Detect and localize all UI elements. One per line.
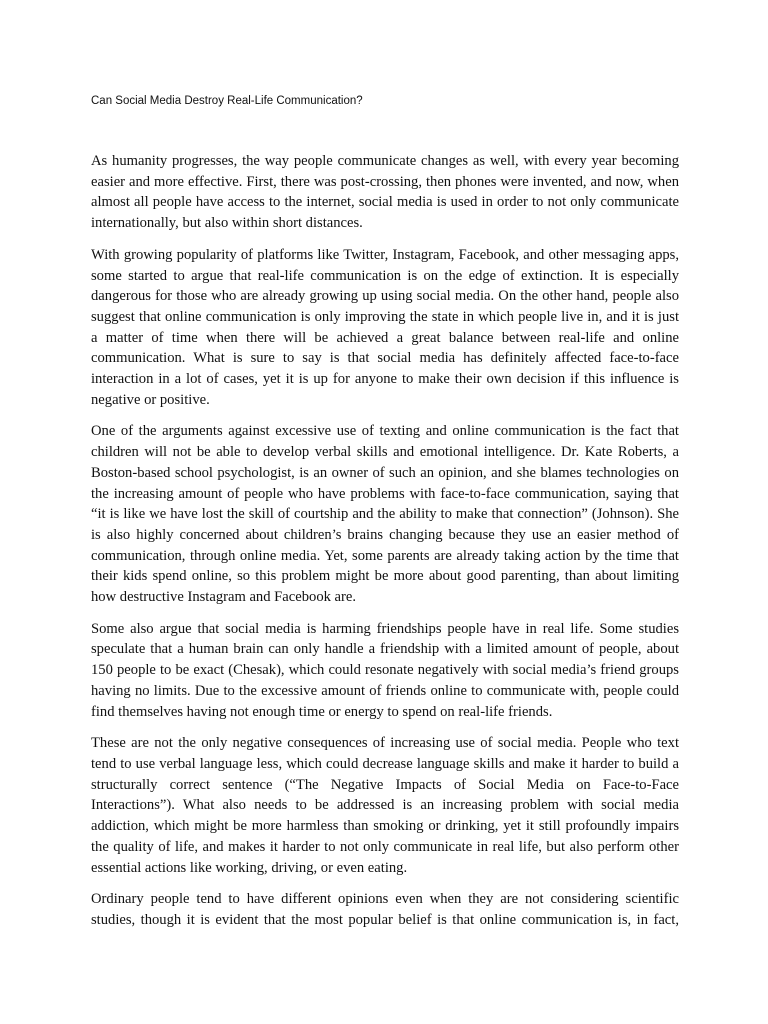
document-title: Can Social Media Destroy Real-Life Communication? [91,95,363,107]
document-body [91,151,679,942]
paragraph-2: With growing popularity of platforms like Twitter, Instagram, Facebook, and other messaging apps, some started to argue that real-life communication is on the edge of extinction. It is especially dangerous for those who are already growing up using social media. On the other hand, people also suggest that online communication is only improving the state in which people live in, and it is just a matter of time when there will be achieved a great balance between real-life and online communication. What is sure to say is that social media has definitely affected face-to-face interaction in a lot of cases, yet it is up for anyone to make their own decision if this influence is negative or positive. [91,246,679,408]
paragraph-5: These are not the only negative consequences of increasing use of social media. People who text tend to use verbal language less, which could decrease language skills and make it harder to build a structurally correct sentence (“The Negative Impacts of Social Media on Face-to-Face Interactions”). What also needs to be addressed is an increasing problem with social media addiction, which might be more harmless than smoking or drinking, yet it still profoundly impairs the quality of life, and makes it harder to not only communicate in real life, but also perform other essential actions like working, driving, or even eating. [91,735,679,876]
paragraph-4: Some also argue that social media is harming friendships people have in real life. Some studies speculate that a human brain can only handle a friendship with a limited amount of people, about 150 people to be exact (Chesak), which could resonate negatively with social media’s friend groups having no limits. Due to the excessive amount of friends online to communicate with, people could find themselves having not enough time or energy to spend on real-life friends. [91,620,679,720]
paragraph-6: Ordinary people tend to have different opinions even when they are not considering scientific studies, though it is evident that the most popular belief is that online communication is, in fact, [91,891,679,928]
paragraph-1: As humanity progresses, the way people communicate changes as well, with every year becoming easier and more effective. First, there was post-crossing, then phones were invented, and now, when almost all people have access to the internet, social media is used in order to not only communicate internationally, but also within short distances. [91,153,679,232]
paragraph-3: One of the arguments against excessive use of texting and online communication is the fact that children will not be able to develop verbal skills and emotional intelligence. Dr. Kate Roberts, a Boston-based school psychologist, is an owner of such an opinion, and she blames technologies on the increasing amount of people who have problems with face-to-face communication, saying that “it is like we have lost the skill of courtship and the ability to make that connection” (Johnson). She is also highly concerned about children’s brains changing because they use an easier method of communication, through online media. Yet, some parents are already taking action by the time that their kids spend online, so this problem might be more about good parenting, than about limiting how destructive Instagram and Facebook are. [91,423,679,606]
